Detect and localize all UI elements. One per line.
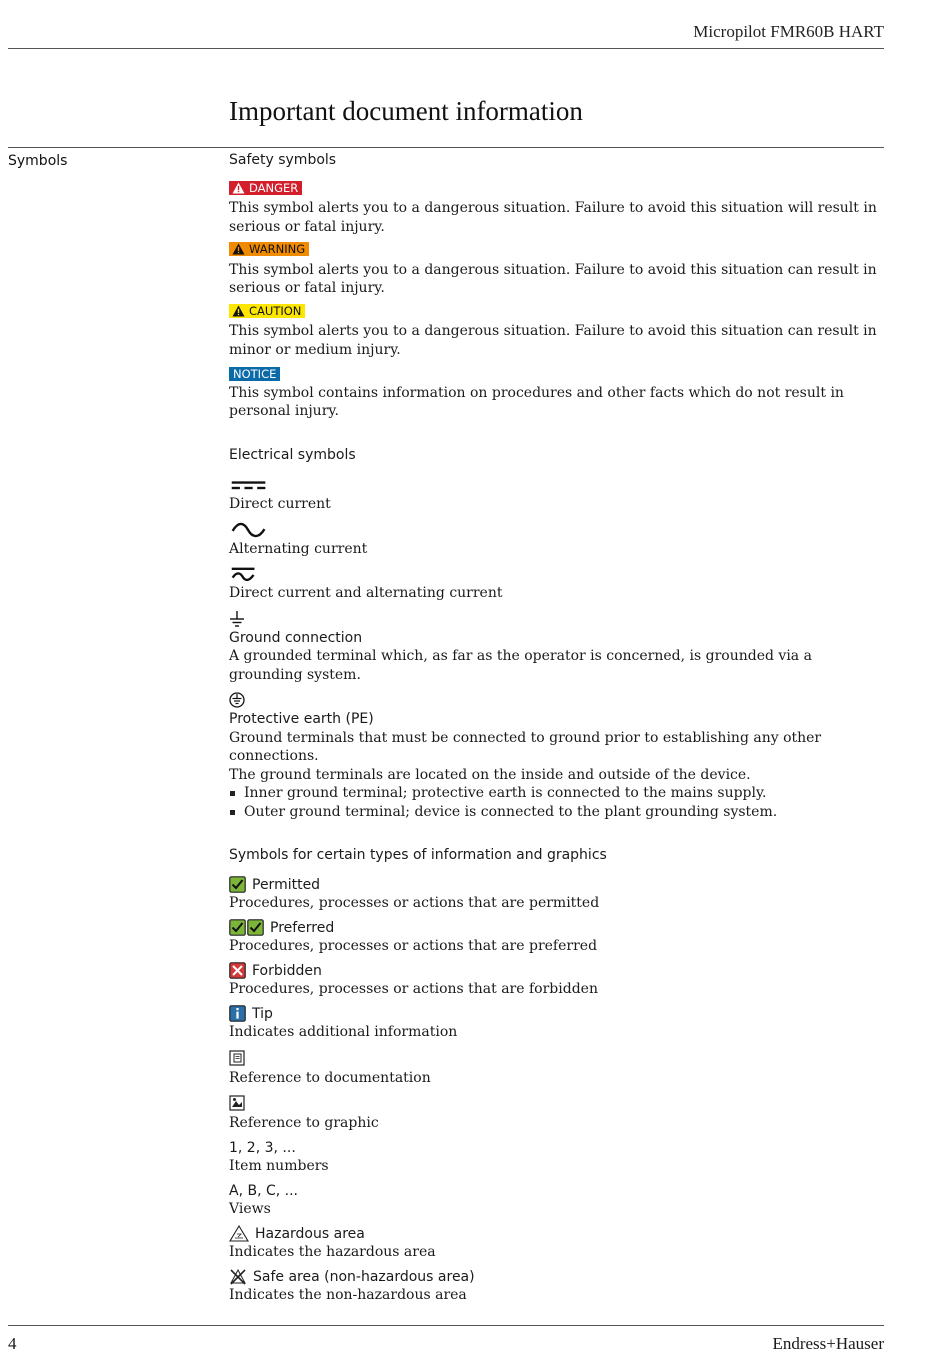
tip-entry — [229, 1005, 884, 1042]
caution-label: CAUTION — [249, 303, 302, 318]
danger-entry — [229, 181, 884, 237]
warning-label: WARNING — [249, 242, 306, 256]
reference-graphic-entry — [229, 1093, 884, 1133]
ground-icon — [229, 609, 269, 629]
danger-badge — [229, 181, 302, 195]
warning-triangle-icon — [232, 305, 245, 317]
permitted-entry — [229, 876, 884, 913]
ground-connection-text: A grounded terminal which, as far as the operator is concerned, is grounded via a grounding system. — [229, 648, 812, 683]
warning-text: This symbol alerts you to a dangerous situation. Failure to avoid this situation can result in serious or fatal injury. — [229, 261, 877, 296]
preferred-check-icon — [229, 919, 246, 936]
safe-area-icon — [229, 1268, 247, 1285]
notice-badge — [229, 367, 280, 381]
tip-text: Indicates additional information — [229, 1024, 458, 1040]
protective-earth-title: Protective earth (PE) — [229, 711, 374, 727]
info-symbols-heading: Symbols for certain types of information and graphics — [229, 847, 607, 863]
content-column — [229, 151, 884, 1311]
safe-area-text: Indicates the non-hazardous area — [229, 1287, 467, 1303]
item-numbers-entry — [229, 1139, 884, 1176]
danger-label: DANGER — [249, 180, 299, 195]
hazardous-area-title: Hazardous area — [255, 1225, 365, 1242]
tip-info-icon — [229, 1005, 246, 1022]
permitted-title: Permitted — [252, 876, 321, 893]
reference-documentation-entry — [229, 1048, 884, 1088]
header-rule — [8, 48, 884, 49]
forbidden-entry — [229, 962, 884, 999]
hazardous-area-text: Indicates the hazardous area — [229, 1244, 436, 1260]
side-label-symbols: Symbols — [8, 153, 68, 169]
list-item: Inner ground terminal; protective earth is connected to the mains supply. — [229, 784, 884, 803]
footer-brand: Endress+Hauser — [772, 1334, 884, 1353]
warning-triangle-icon — [232, 243, 245, 255]
hazardous-area-entry — [229, 1225, 884, 1262]
notice-entry — [229, 365, 884, 421]
notice-text: This symbol contains information on procedures and other facts which do not result in personal injury. — [229, 384, 844, 419]
safe-area-entry — [229, 1268, 884, 1305]
header-product-title: Micropilot FMR60B HART — [693, 22, 884, 41]
permitted-check-icon — [229, 876, 246, 893]
danger-text: This symbol alerts you to a dangerous situation. Failure to avoid this situation will result in serious or fatal injury. — [229, 200, 877, 235]
direct-current-entry — [229, 475, 884, 514]
views-entry — [229, 1182, 884, 1219]
safe-area-title: Safe area (non-hazardous area) — [253, 1268, 475, 1285]
reference-documentation-text: Reference to documentation — [229, 1069, 431, 1086]
alternating-current-text: Alternating current — [229, 540, 368, 557]
list-item: Outer ground terminal; device is connected to the plant grounding system. — [229, 803, 884, 822]
protective-earth-icon — [229, 690, 269, 710]
item-numbers-text: Item numbers — [229, 1158, 329, 1174]
direct-current-icon — [229, 475, 269, 495]
direct-and-alternating-current-icon — [229, 564, 269, 584]
page-number: 4 — [8, 1334, 17, 1353]
caution-text: This symbol alerts you to a dangerous situation. Failure to avoid this situation can result in minor or medium injury. — [229, 323, 877, 358]
forbidden-text: Procedures, processes or actions that are forbidden — [229, 981, 598, 997]
chapter-rule — [8, 147, 884, 148]
safety-symbols-heading: Safety symbols — [229, 152, 337, 168]
reference-documentation-icon — [229, 1048, 246, 1068]
forbidden-cross-icon — [229, 962, 246, 979]
permitted-text: Procedures, processes or actions that are permitted — [229, 895, 600, 911]
direct-alternating-current-entry — [229, 564, 884, 603]
preferred-text: Procedures, processes or actions that are preferred — [229, 938, 598, 954]
preferred-entry — [229, 919, 884, 956]
electrical-symbols-heading: Electrical symbols — [229, 446, 356, 463]
caution-entry — [229, 304, 884, 360]
warning-badge — [229, 242, 309, 256]
reference-graphic-icon — [229, 1093, 246, 1113]
notice-label: NOTICE — [233, 367, 277, 381]
direct-current-text: Direct current — [229, 496, 331, 512]
footer-rule — [8, 1325, 884, 1326]
alternating-current-icon — [229, 520, 269, 540]
hazardous-area-icon — [229, 1225, 249, 1242]
ground-connection-title: Ground connection — [229, 629, 363, 646]
protective-earth-list — [229, 784, 884, 821]
protective-earth-text-2: The ground terminals are located on the inside and outside of the device. — [229, 766, 751, 783]
chapter-title: Important document information — [229, 96, 583, 126]
views-text: Views — [229, 1201, 271, 1217]
warning-triangle-icon — [232, 182, 245, 194]
direct-alternating-current-text: Direct current and alternating current — [229, 585, 503, 601]
warning-entry — [229, 242, 884, 298]
ground-connection-entry — [229, 609, 884, 685]
forbidden-title: Forbidden — [252, 962, 322, 979]
protective-earth-entry — [229, 690, 884, 821]
item-numbers-title: 1, 2, 3, ... — [229, 1139, 296, 1156]
caution-badge — [229, 304, 305, 318]
tip-title: Tip — [252, 1005, 273, 1022]
alternating-current-entry — [229, 520, 884, 559]
preferred-title: Preferred — [270, 919, 335, 936]
views-title: A, B, C, ... — [229, 1182, 299, 1199]
preferred-check-icon — [247, 919, 264, 936]
protective-earth-text-1: Ground terminals that must be connected to ground prior to establishing any other connections. — [229, 729, 822, 764]
reference-graphic-text: Reference to graphic — [229, 1115, 379, 1131]
